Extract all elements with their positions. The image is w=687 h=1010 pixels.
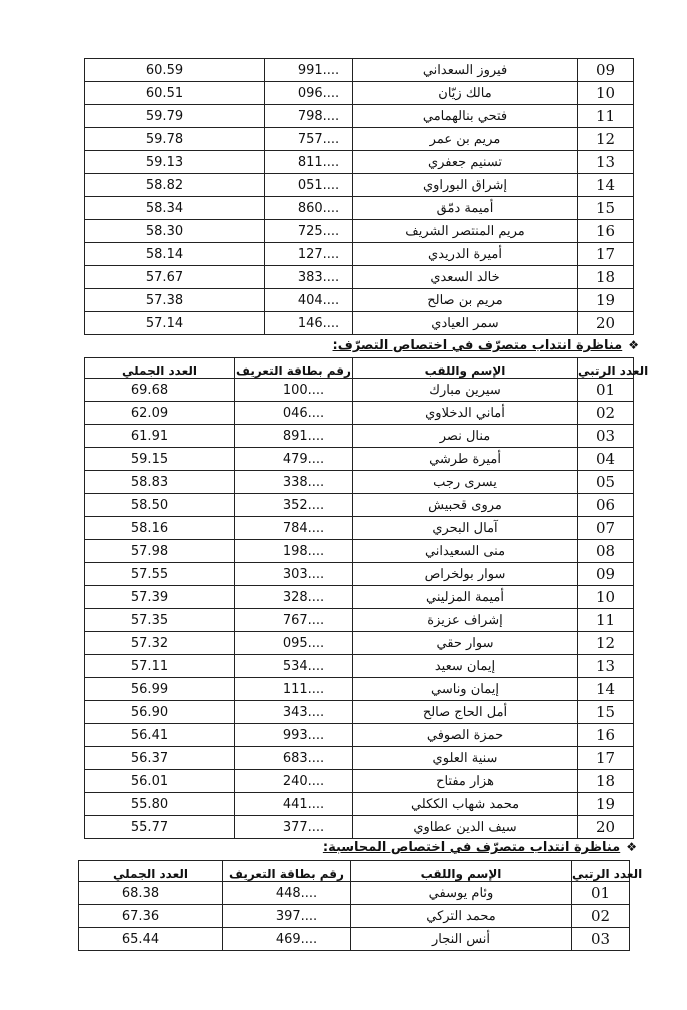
total-score-cell: 57.67 [85,266,265,289]
table-row [85,174,634,197]
total-score-cell: 56.99 [85,678,235,701]
rank-cell: 17 [578,243,634,266]
rank-cell: 12 [578,632,634,655]
table-row [85,402,634,425]
id-card-cell: 479.... [235,448,353,471]
rank-cell: 02 [572,905,630,928]
full-name-cell: منى السعيداني [353,540,578,563]
table-row [79,882,630,905]
rank-cell: 08 [578,540,634,563]
results-table-accounting [78,860,643,951]
id-card-cell: 991.... [265,59,353,82]
table-row [85,517,634,540]
full-name-cell: إشراق البوراوي [353,174,578,197]
full-name-cell: أنس النجار [351,928,572,951]
id-card-cell: 127.... [265,243,353,266]
id-card-cell: 441.... [235,793,353,816]
table-row [79,928,630,951]
full-name-cell: مالك زيّان [353,82,578,105]
header-total-score: العدد الجملي [79,861,223,882]
full-name-cell: أميمة المزليني [353,586,578,609]
rank-cell: 02 [578,402,634,425]
header-full-name: الإسم واللقب [351,861,572,882]
results-table-body [85,379,634,839]
full-name-cell: أمل الحاج صالح [353,701,578,724]
id-card-cell: 352.... [235,494,353,517]
id-card-cell: 448.... [223,882,351,905]
full-name-cell: أميرة طرشي [353,448,578,471]
full-name-cell: سيف الدين عطاوي [353,816,578,839]
header-rank: العدد الرتبي [572,861,630,882]
rank-cell: 01 [572,882,630,905]
rank-cell: 11 [578,609,634,632]
full-name-cell: منال نصر [353,425,578,448]
rank-cell: 14 [578,174,634,197]
rank-cell: 10 [578,82,634,105]
results-table-continued [84,58,634,335]
results-table-management [84,357,649,839]
id-card-cell: 198.... [235,540,353,563]
table-row [85,724,634,747]
rank-cell: 05 [578,471,634,494]
total-score-cell: 57.55 [85,563,235,586]
full-name-cell: أماني الدخلاوي [353,402,578,425]
id-card-cell: 051.... [265,174,353,197]
table-row [85,243,634,266]
table-header-row [85,358,634,379]
rank-cell: 06 [578,494,634,517]
full-name-cell: آمال البحري [353,517,578,540]
table-row [85,770,634,793]
full-name-cell: سوار حقي [353,632,578,655]
table-header-row [79,861,630,882]
full-name-cell: سمر العيادي [353,312,578,335]
id-card-cell: 240.... [235,770,353,793]
full-name-cell: مريم بن عمر [353,128,578,151]
id-card-cell: 404.... [265,289,353,312]
rank-cell: 20 [578,312,634,335]
table-row [85,448,634,471]
table-row [85,632,634,655]
id-card-cell: 377.... [235,816,353,839]
id-card-cell: 100.... [235,379,353,402]
total-score-cell: 57.32 [85,632,235,655]
full-name-cell: حمزة الصوفي [353,724,578,747]
id-card-cell: 798.... [265,105,353,128]
rank-cell: 10 [578,586,634,609]
id-card-cell: 096.... [265,82,353,105]
table-row [85,609,634,632]
id-card-cell: 683.... [235,747,353,770]
id-card-cell: 303.... [235,563,353,586]
table-row [85,793,634,816]
total-score-cell: 58.50 [85,494,235,517]
results-table-body [79,882,630,951]
rank-cell: 09 [578,59,634,82]
total-score-cell: 58.14 [85,243,265,266]
rank-cell: 18 [578,266,634,289]
header-full-name: الإسم واللقب [353,358,578,379]
id-card-cell: 343.... [235,701,353,724]
header-id-card: رقم بطاقة التعريف [235,358,353,379]
total-score-cell: 55.80 [85,793,235,816]
total-score-cell: 59.78 [85,128,265,151]
id-card-cell: 725.... [265,220,353,243]
table-row [85,197,634,220]
id-card-cell: 383.... [265,266,353,289]
total-score-cell: 60.51 [85,82,265,105]
id-card-cell: 328.... [235,586,353,609]
rank-cell: 17 [578,747,634,770]
id-card-cell: 146.... [265,312,353,335]
total-score-cell: 68.38 [79,882,223,905]
table-row [85,266,634,289]
section-heading-text: مناظرة انتداب متصرّف في اختصاص التصرّف: [332,338,623,353]
table-row [79,905,630,928]
table-row [85,425,634,448]
id-card-cell: 860.... [265,197,353,220]
total-score-cell: 57.38 [85,289,265,312]
rank-cell: 13 [578,655,634,678]
full-name-cell: أميرة الدريدي [353,243,578,266]
rank-cell: 03 [572,928,630,951]
total-score-cell: 56.90 [85,701,235,724]
table-row [85,586,634,609]
table-row [85,59,634,82]
total-score-cell: 58.16 [85,517,235,540]
full-name-cell: مريم المنتصر الشريف [353,220,578,243]
rank-cell: 13 [578,151,634,174]
full-name-cell: مريم بن صالح [353,289,578,312]
table-row [85,312,634,335]
rank-cell: 03 [578,425,634,448]
rank-cell: 19 [578,289,634,312]
section-heading-text: مناظرة انتداب متصرّف في اختصاص المحاسبة: [322,840,621,855]
id-card-cell: 397.... [223,905,351,928]
table-row [85,540,634,563]
total-score-cell: 69.68 [85,379,235,402]
total-score-cell: 56.37 [85,747,235,770]
full-name-cell: سوار بولخراص [353,563,578,586]
table-row [85,494,634,517]
total-score-cell: 58.30 [85,220,265,243]
full-name-cell: وئام يوسفي [351,882,572,905]
id-card-cell: 534.... [235,655,353,678]
diamond-bullet-icon: ❖ [626,840,637,854]
id-card-cell: 993.... [235,724,353,747]
table-row [85,816,634,839]
table-row [85,105,634,128]
total-score-cell: 59.15 [85,448,235,471]
full-name-cell: إيمان وناسي [353,678,578,701]
rank-cell: 11 [578,105,634,128]
total-score-cell: 61.91 [85,425,235,448]
id-card-cell: 891.... [235,425,353,448]
table-row [85,220,634,243]
table-row [85,563,634,586]
full-name-cell: إشراف عزيزة [353,609,578,632]
full-name-cell: سنية العلوي [353,747,578,770]
header-rank: العدد الرتبي [578,358,634,379]
rank-cell: 14 [578,678,634,701]
rank-cell: 07 [578,517,634,540]
full-name-cell: محمد التركي [351,905,572,928]
table-row [85,82,634,105]
rank-cell: 04 [578,448,634,471]
id-card-cell: 095.... [235,632,353,655]
id-card-cell: 767.... [235,609,353,632]
table-row [85,151,634,174]
rank-cell: 15 [578,701,634,724]
id-card-cell: 757.... [265,128,353,151]
total-score-cell: 55.77 [85,816,235,839]
total-score-cell: 58.82 [85,174,265,197]
rank-cell: 01 [578,379,634,402]
full-name-cell: فتحي بنالهمامي [353,105,578,128]
rank-cell: 20 [578,816,634,839]
diamond-bullet-icon: ❖ [628,338,639,352]
total-score-cell: 57.14 [85,312,265,335]
total-score-cell: 56.41 [85,724,235,747]
total-score-cell: 57.39 [85,586,235,609]
full-name-cell: محمد شهاب الككلي [353,793,578,816]
table-row [85,379,634,402]
total-score-cell: 58.83 [85,471,235,494]
total-score-cell: 58.34 [85,197,265,220]
id-card-cell: 811.... [265,151,353,174]
rank-cell: 16 [578,724,634,747]
section-heading-management [333,338,639,353]
table-row [85,747,634,770]
total-score-cell: 57.98 [85,540,235,563]
full-name-cell: تسنيم جعفري [353,151,578,174]
total-score-cell: 56.01 [85,770,235,793]
full-name-cell: إيمان سعيد [353,655,578,678]
total-score-cell: 59.13 [85,151,265,174]
table-row [85,289,634,312]
total-score-cell: 62.09 [85,402,235,425]
total-score-cell: 65.44 [79,928,223,951]
full-name-cell: خالد السعدي [353,266,578,289]
section-heading-accounting [323,840,637,855]
table-row [85,678,634,701]
full-name-cell: أميمة دمّق [353,197,578,220]
full-name-cell: فيروز السعداني [353,59,578,82]
total-score-cell: 67.36 [79,905,223,928]
rank-cell: 19 [578,793,634,816]
table-row [85,471,634,494]
full-name-cell: سيرين مبارك [353,379,578,402]
rank-cell: 09 [578,563,634,586]
rank-cell: 12 [578,128,634,151]
total-score-cell: 60.59 [85,59,265,82]
full-name-cell: هزار مفتاح [353,770,578,793]
id-card-cell: 469.... [223,928,351,951]
id-card-cell: 111.... [235,678,353,701]
total-score-cell: 59.79 [85,105,265,128]
table-row [85,701,634,724]
full-name-cell: يسرى رجب [353,471,578,494]
rank-cell: 16 [578,220,634,243]
total-score-cell: 57.35 [85,609,235,632]
table-row [85,128,634,151]
header-id-card: رقم بطاقة التعريف [223,861,351,882]
rank-cell: 18 [578,770,634,793]
full-name-cell: مروى قحبيش [353,494,578,517]
id-card-cell: 784.... [235,517,353,540]
id-card-cell: 338.... [235,471,353,494]
results-table-body [85,59,634,335]
rank-cell: 15 [578,197,634,220]
id-card-cell: 046.... [235,402,353,425]
header-total-score: العدد الجملي [85,358,235,379]
table-row [85,655,634,678]
total-score-cell: 57.11 [85,655,235,678]
